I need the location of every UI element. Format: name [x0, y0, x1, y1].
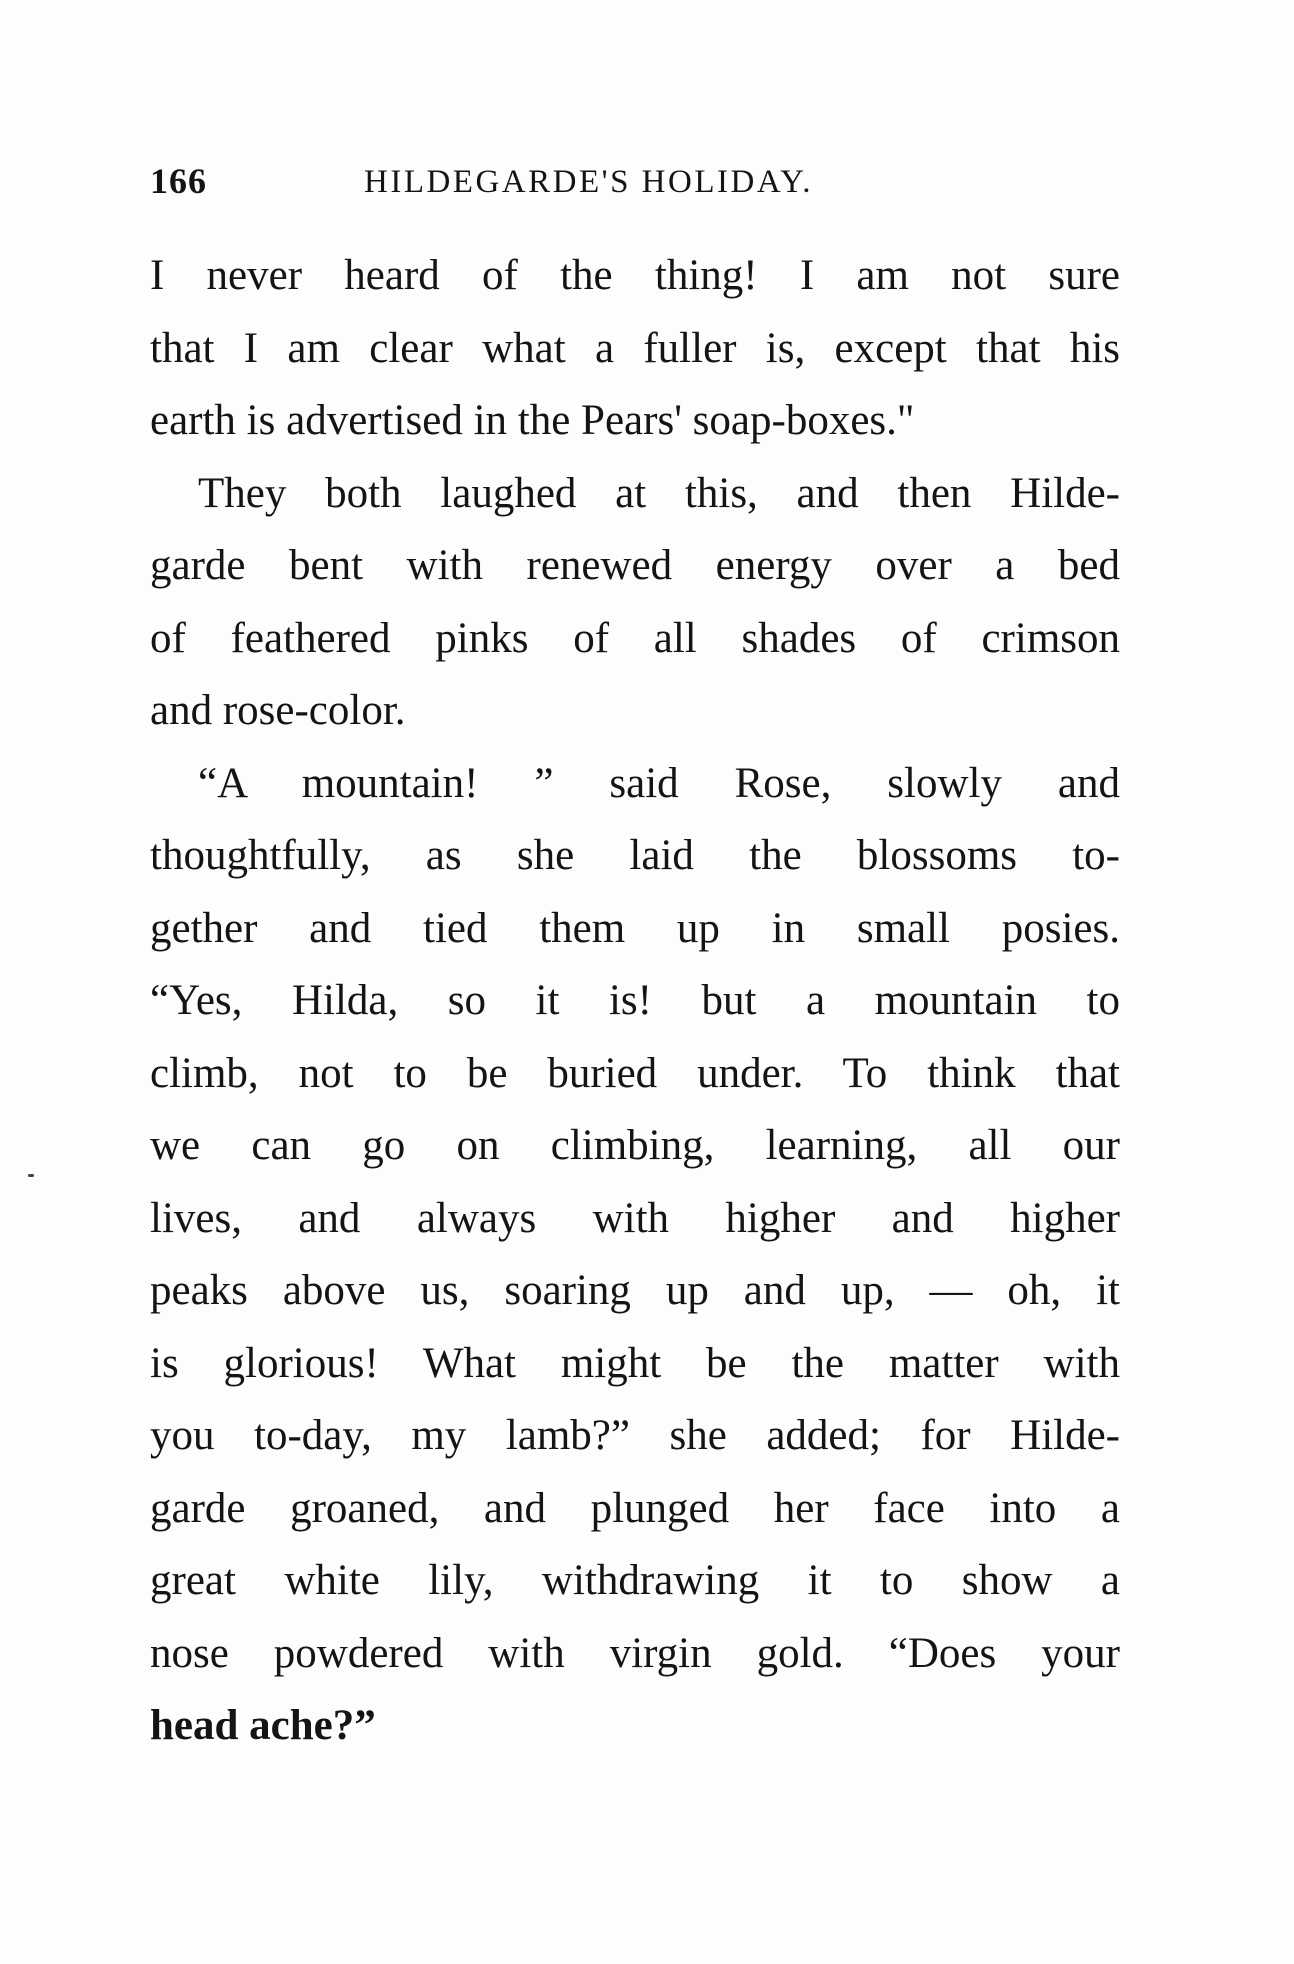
text-line: and rose-color. [150, 687, 406, 734]
text-line: of feathered pinks of all shades of crimson [150, 614, 1120, 662]
text-line: head ache?” [150, 1702, 376, 1749]
paragraph-1 [150, 240, 1120, 458]
paragraph-2 [150, 458, 1120, 748]
text-line: garde groaned, and plunged her face into a [150, 1484, 1120, 1532]
text-line: climb, not to be buried under. To think that [150, 1049, 1120, 1097]
text-line: peaks above us, soaring up and up, — oh, it [150, 1267, 1120, 1314]
text-line: is glorious! What might be the matter with [150, 1339, 1120, 1387]
text-line: earth is advertised in the Pears' soap-boxes." [150, 397, 915, 444]
text-line: I never heard of the thing! I am not sure [150, 252, 1120, 299]
ink-speck [28, 1174, 34, 1177]
text-line: “Yes, Hilda, so it is! but a mountain to [150, 977, 1120, 1024]
text-line: garde bent with renewed energy over a bed [150, 542, 1120, 589]
text-line: you to-day, my lamb?” she added; for Hilde- [150, 1412, 1120, 1459]
text-line: thoughtfully, as she laid the blossoms to- [150, 832, 1120, 879]
running-head [150, 160, 1120, 220]
page-number: 166 [150, 161, 207, 201]
text-line: “A mountain! ” said Rose, slowly and [198, 759, 1120, 807]
text-line: nose powdered with virgin gold. “Does your [150, 1629, 1120, 1677]
text-line: we can go on climbing, learning, all our [150, 1122, 1120, 1169]
text-line: great white lily, withdrawing it to show a [150, 1557, 1120, 1604]
text-line: They both laughed at this, and then Hilde- [198, 469, 1120, 517]
running-title: HILDEGARDE'S HOLIDAY. [364, 164, 813, 200]
text-line: gether and tied them up in small posies. [150, 904, 1120, 952]
text-line: lives, and always with higher and higher [150, 1194, 1120, 1242]
paragraph-3 [150, 748, 1120, 1763]
body-text [150, 240, 1120, 1763]
text-line: that I am clear what a fuller is, except that his [150, 324, 1120, 372]
